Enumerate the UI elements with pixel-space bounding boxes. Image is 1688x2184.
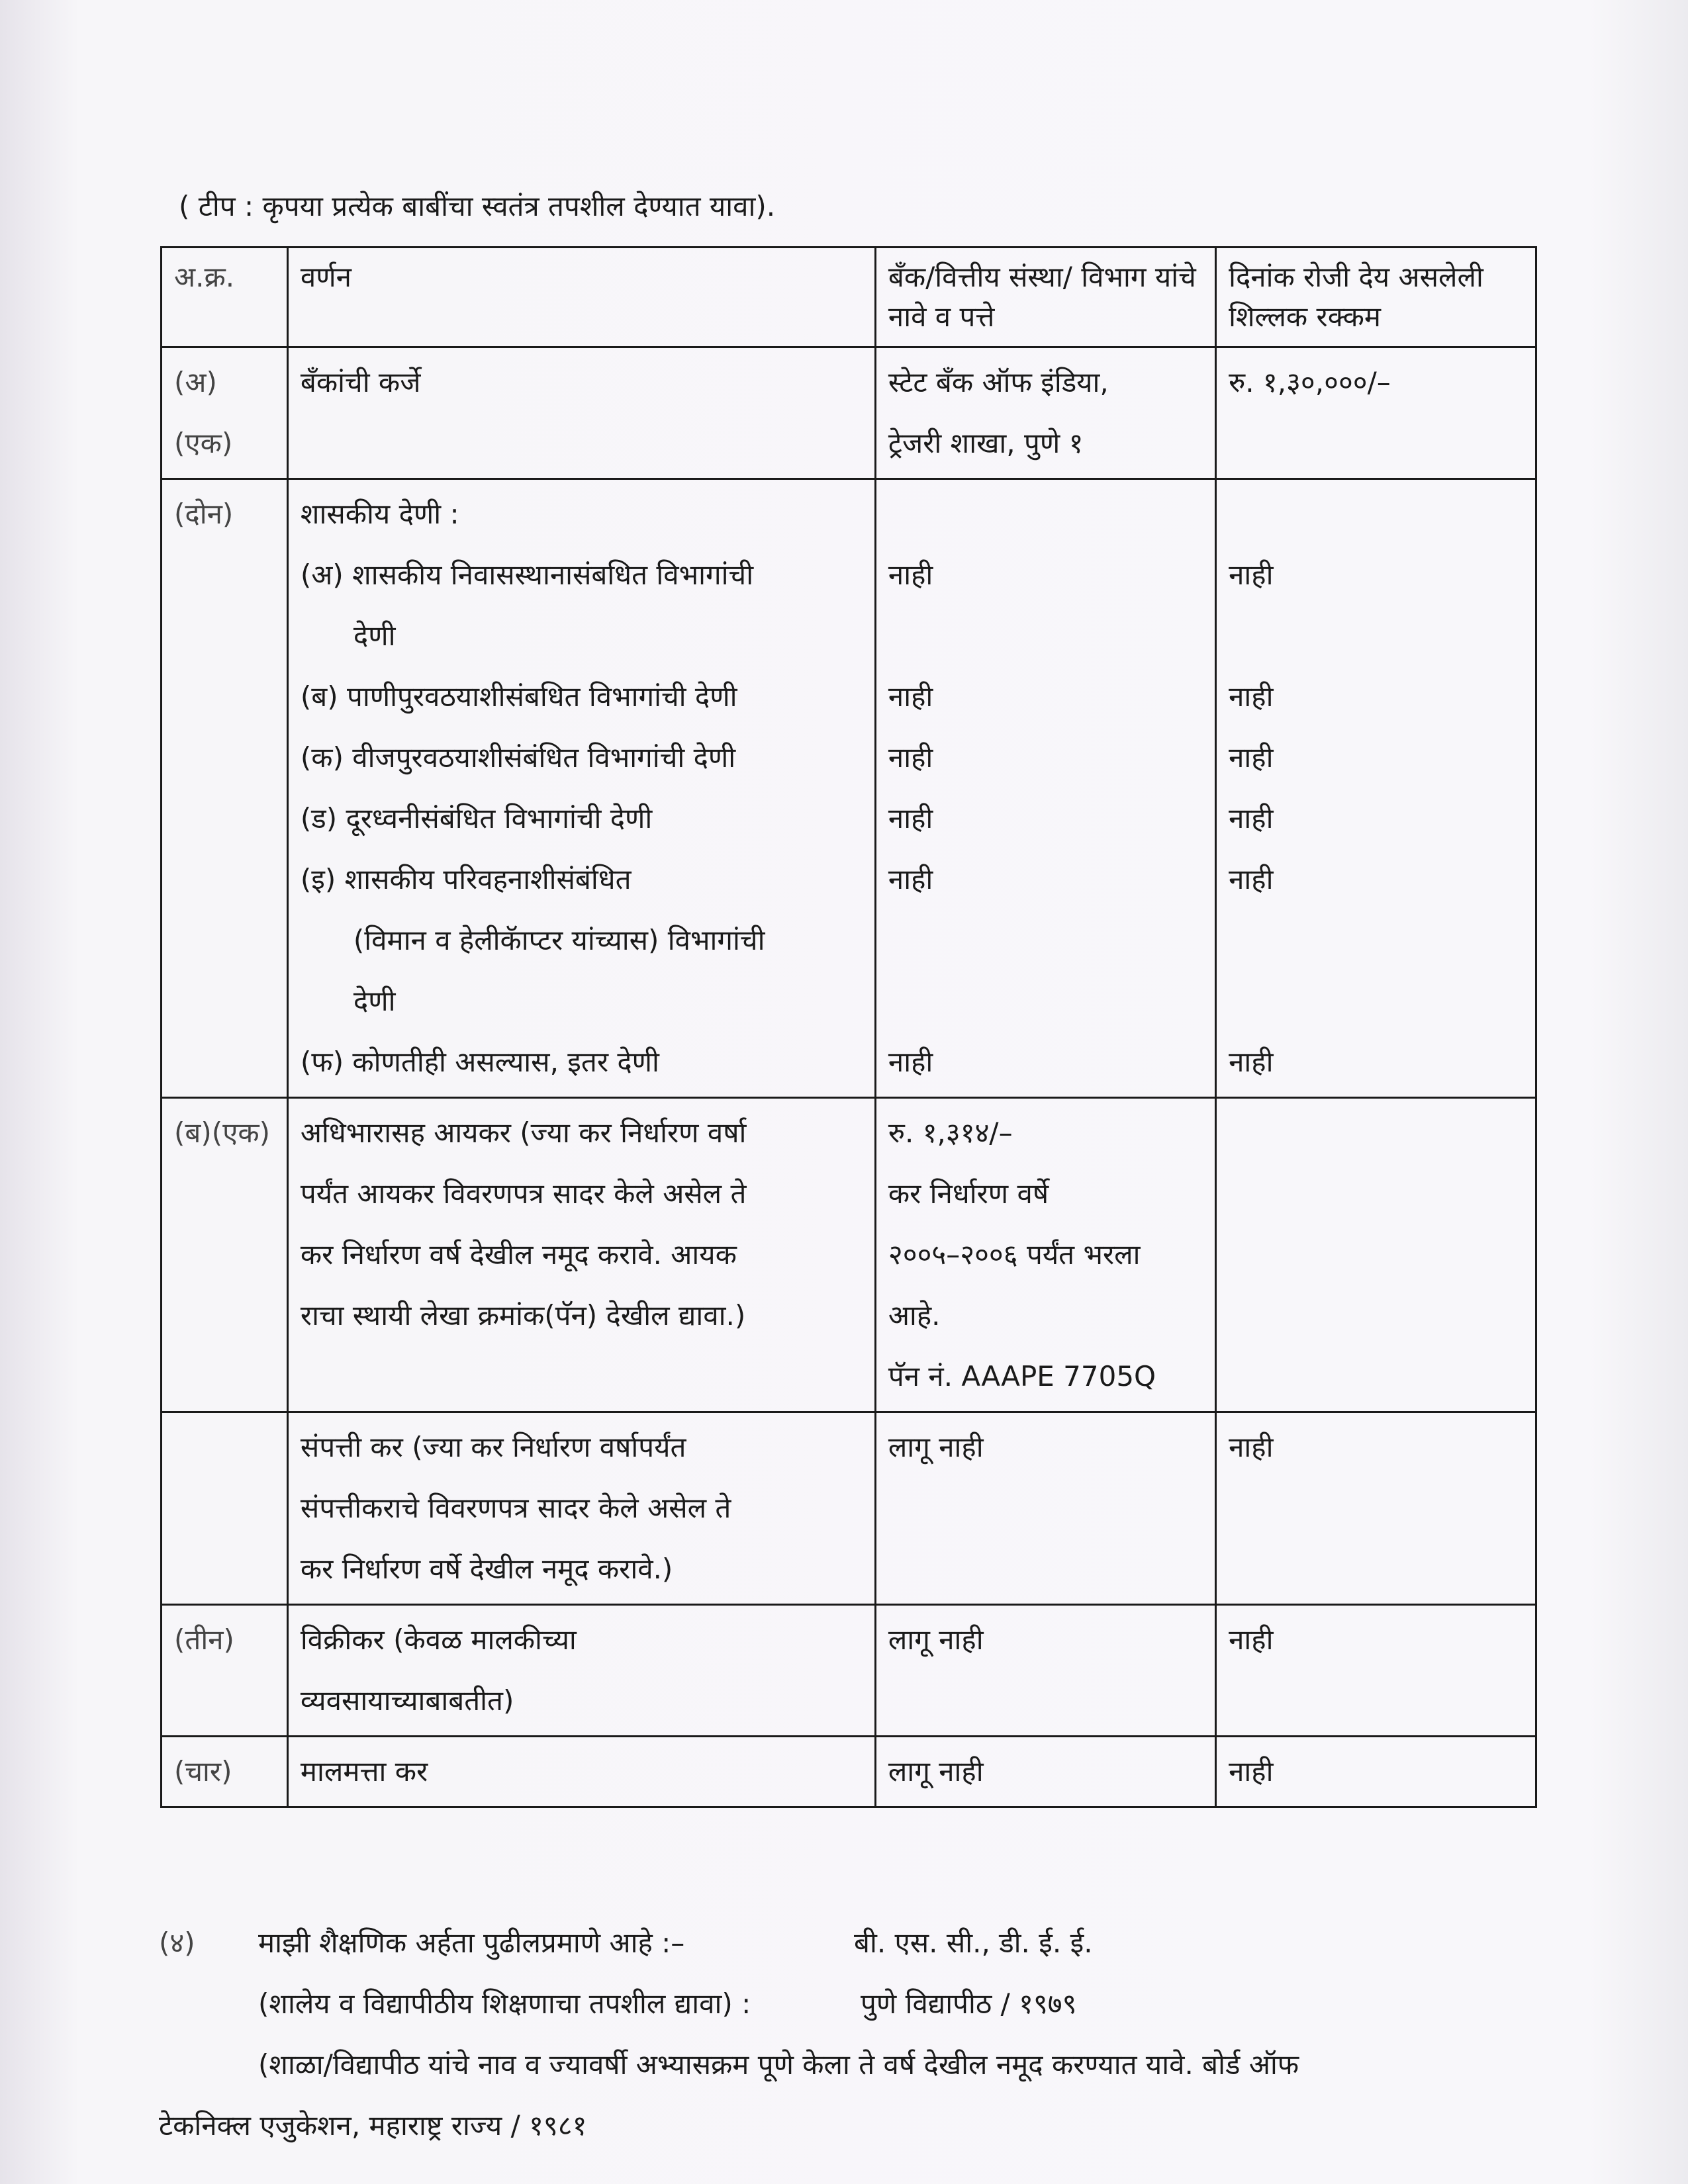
- sub-item-b: (ब) पाणीपुरवठयाशीसंबधित विभागांची देणी: [300, 680, 737, 713]
- row-amount: [1216, 1098, 1536, 1412]
- desc-line: कर निर्धारण वर्ष देखील नमूद करावे. आयक: [300, 1238, 737, 1271]
- row-amount: [1216, 479, 1536, 1098]
- education-detail-label: (शालेय व विद्यापीठीय शिक्षणाचा तपशील द्यावा) :: [258, 1987, 751, 2020]
- row-bank: लागू नाही: [875, 1737, 1215, 1807]
- header-description: वर्णन: [287, 248, 875, 347]
- education-note-cont: टेकनिक्ल एजुकेशन, महाराष्ट्र राज्य / १९८१: [159, 2109, 587, 2142]
- sub-item-a-cont: देणी: [353, 619, 396, 652]
- row-amount: रु. १,३०,०००/–: [1216, 347, 1536, 479]
- bank-line: स्टेट बँक ऑफ इंडिया,: [888, 366, 1109, 398]
- row-bank: लागू नाही: [875, 1412, 1215, 1605]
- bank-line: ट्रेजरी शाखा, पुणे १: [888, 427, 1084, 459]
- row-number-b: (एक): [174, 427, 233, 459]
- education-row: [159, 1913, 1536, 1974]
- sub-item-e-cont: देणी: [353, 985, 396, 1017]
- bank-f: नाही: [888, 1046, 933, 1078]
- row-bank: [875, 1098, 1215, 1412]
- bank-e: नाही: [888, 863, 933, 895]
- amount-e: नाही: [1229, 863, 1274, 895]
- sub-item-e: (इ) शासकीय परिवहनाशीसंबंधित: [300, 863, 632, 895]
- desc-line: पर्यंत आयकर विवरणपत्र सादर केले असेल ते: [300, 1177, 747, 1210]
- education-detail-value: पुणे विद्यापीठ / १९७९: [861, 1987, 1077, 2020]
- bank-a: नाही: [888, 559, 933, 591]
- bank-d: नाही: [888, 802, 933, 835]
- table-row: [162, 347, 1536, 479]
- row-number: [162, 347, 288, 479]
- table-row: [162, 1412, 1536, 1605]
- row-bank: लागू नाही: [875, 1605, 1215, 1737]
- desc-line: अधिभारासह आयकर (ज्या कर निर्धारण वर्षा: [300, 1116, 747, 1149]
- bank-line: २००५–२००६ पर्यंत भरला: [888, 1238, 1141, 1271]
- desc-line: व्यवसायाच्याबाबतीत): [300, 1684, 514, 1717]
- row-number: (तीन): [162, 1605, 288, 1737]
- education-section: [159, 1913, 1536, 2156]
- row-amount: नाही: [1216, 1737, 1536, 1807]
- sub-item-a: (अ) शासकीय निवासस्थानासंबधित विभागांची: [300, 559, 754, 591]
- row-number: (दोन): [162, 479, 288, 1098]
- header-bank: बँक/वित्तीय संस्था/ विभाग यांचे नावे व पत्ते: [875, 248, 1215, 347]
- sub-item-f: (फ) कोणतीही असल्यास, इतर देणी: [300, 1046, 659, 1078]
- amount-a: नाही: [1229, 559, 1274, 591]
- row-description: बँकांची कर्जे: [287, 347, 875, 479]
- sub-item-d: (ड) दूरध्वनीसंबंधित विभागांची देणी: [300, 802, 653, 835]
- row-number: (चार): [162, 1737, 288, 1807]
- row-number-a: (अ): [174, 366, 217, 398]
- table-row: [162, 1737, 1536, 1807]
- row-number: [162, 1412, 288, 1605]
- section-title: शासकीय देणी :: [300, 498, 459, 530]
- row-description: [287, 1605, 875, 1737]
- row-amount: नाही: [1216, 1605, 1536, 1737]
- row-description: [287, 1098, 875, 1412]
- sub-item-c: (क) वीजपुरवठयाशीसंबंधित विभागांची देणी: [300, 741, 736, 774]
- table-row: [162, 1605, 1536, 1737]
- desc-line: संपत्ती कर (ज्या कर निर्धारण वर्षापर्यंत: [300, 1431, 686, 1463]
- education-number: (४): [159, 1927, 195, 1959]
- header-no: अ.क्र.: [162, 248, 288, 347]
- liabilities-table: [160, 246, 1537, 1808]
- bank-b: नाही: [888, 680, 933, 713]
- amount-b: नाही: [1229, 680, 1274, 713]
- amount-f: नाही: [1229, 1046, 1274, 1078]
- pan-number: पॅन नं. AAAPE 7705Q: [888, 1360, 1156, 1392]
- education-value: बी. एस. सी., डी. ई. ई.: [854, 1927, 1093, 1959]
- row-description: मालमत्ता कर: [287, 1737, 875, 1807]
- sub-item-e-cont: (विमान व हेलीकॅाप्टर यांच्यास) विभागांची: [353, 924, 765, 956]
- note-text: ( टीप : कृपया प्रत्येक बाबींचा स्वतंत्र तपशील देण्यात यावा).: [179, 190, 776, 222]
- row-amount: नाही: [1216, 1412, 1536, 1605]
- bank-line: आहे.: [888, 1299, 941, 1332]
- desc-line: संपत्तीकराचे विवरणपत्र सादर केले असेल ते: [300, 1492, 731, 1524]
- education-row: [159, 1974, 1536, 2034]
- desc-line: कर निर्धारण वर्षे देखील नमूद करावे.): [300, 1553, 673, 1585]
- row-number: (ब)(एक): [162, 1098, 288, 1412]
- bank-line: रु. १,३१४/–: [888, 1116, 1013, 1149]
- row-bank: [875, 347, 1215, 479]
- desc-line: विक्रीकर (केवळ मालकीच्या: [300, 1623, 577, 1656]
- bank-c: नाही: [888, 741, 933, 774]
- table-row: [162, 479, 1536, 1098]
- table-header-row: [162, 248, 1536, 347]
- bank-line: कर निर्धारण वर्षे: [888, 1177, 1049, 1210]
- education-note: (शाळा/विद्यापीठ यांचे नाव व ज्यावर्षी अभ्यासक्रम पूणे केला ते वर्ष देखील नमूद करण्यात यावे. बोर्ड ऑफ: [258, 2048, 1299, 2081]
- row-description: [287, 479, 875, 1098]
- education-label: माझी शैक्षणिक अर्हता पुढीलप्रमाणे आहे :–: [258, 1927, 685, 1959]
- header-amount: दिनांक रोजी देय असलेली शिल्लक रक्कम: [1216, 248, 1536, 347]
- amount-d: नाही: [1229, 802, 1274, 835]
- table-row: [162, 1098, 1536, 1412]
- desc-line: राचा स्थायी लेखा क्रमांक(पॅन) देखील द्यावा.): [300, 1299, 746, 1332]
- row-description: [287, 1412, 875, 1605]
- row-bank: [875, 479, 1215, 1098]
- amount-c: नाही: [1229, 741, 1274, 774]
